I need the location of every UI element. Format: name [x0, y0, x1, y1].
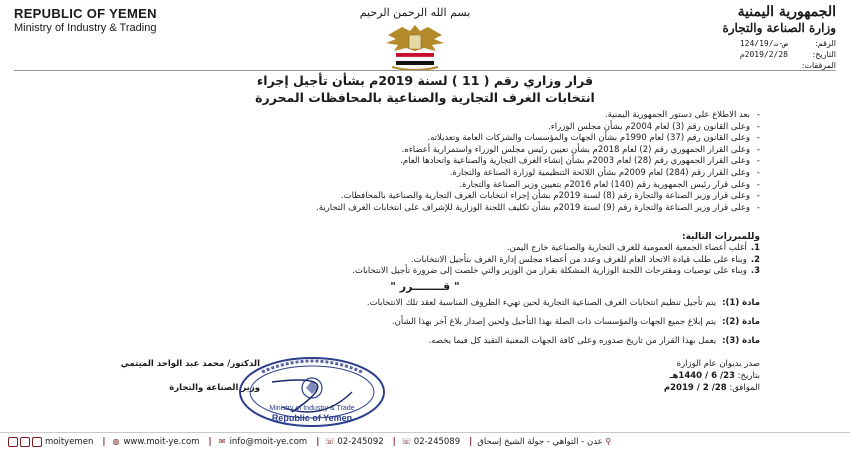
meta-row-date — [636, 49, 836, 60]
list-item — [110, 243, 760, 255]
hijri-label: بتاريخ: — [737, 371, 760, 381]
list-item: -وعلى القرار الجمهوري رقم (28) لعام 2003م بشأن إنشاء الغرف التجارية والصناعية واتحادها العام. — [400, 156, 760, 167]
eagle-emblem-icon — [382, 21, 448, 71]
phone-2-text: 02-245089 — [413, 436, 461, 447]
preamble-text: بعد الاطلاع على دستور الجمهورية اليمنية. — [604, 110, 750, 120]
list-item: -بعد الاطلاع على دستور الجمهورية اليمنية. — [604, 110, 760, 120]
preamble-text: وعلى القرار رقم (284) لعام 2009م بشأن اللائحة التنظيمية لوزارة الصناعة والتجارة. — [449, 167, 750, 178]
preamble-text: وعلى القرار الجمهوري رقم (2) لعام 2018م بشأن تعيين رئيس مجلس الوزراء واستمرارية أعضاءه. — [401, 144, 750, 155]
signatory-name: الدكتور/ محمد عبد الواحد الميتمي — [120, 359, 260, 369]
phone-1 — [324, 436, 383, 447]
phone-1-text: 02-245092 — [337, 436, 384, 447]
gregorian-date-row — [610, 382, 760, 394]
english-subtitle: Ministry of Industry & Trading — [14, 22, 157, 34]
decree-title — [180, 72, 670, 106]
official-stamp-icon — [232, 352, 392, 432]
location-pin-icon: ⚲ — [605, 437, 612, 446]
article-item — [110, 313, 760, 332]
header-divider — [14, 70, 836, 71]
contact-footer — [0, 432, 850, 450]
email-link[interactable] — [217, 436, 308, 447]
article-item — [110, 332, 760, 351]
article-label: مادة (2): — [722, 317, 760, 327]
email-text[interactable]: info@moit-ye.com — [229, 436, 308, 447]
meta-label: الرقم: — [815, 39, 836, 48]
address — [477, 436, 616, 447]
english-title: REPUBLIC OF YEMEN — [14, 6, 157, 21]
phone-icon: ☏ — [401, 437, 412, 446]
preamble-text: وعلى القانون رقم (3) لعام 2004م بشأن مجلس الوزراء. — [548, 121, 750, 132]
item-text: أغلب أعضاء الجمعية العمومية للغرف التجارية والصناعية خارج اليمن. — [506, 243, 747, 253]
signatory-position: وزير الصناعة والتجارة — [169, 383, 260, 393]
article-text: يتم تأجيل تنظيم انتخابات الغرف الصناعية التجارية لحين تهيء الظروف المناسبة لعقد تلك الانتخابات. — [366, 298, 717, 308]
article-text: يعمل بهذا القرار من تاريخ صدوره وعلى كافة الجهات المعنية التقيد كل فيما يخصه. — [428, 336, 717, 346]
phone-2 — [401, 436, 460, 447]
list-item: -وعلى القانون رقم (37) لعام 1990م بشأن الجهات والمؤسسات والشركات العامة وتعديلاته. — [427, 133, 760, 144]
hijri-date-row — [610, 370, 760, 382]
footer-separator: | — [208, 436, 212, 447]
issuance-block — [610, 358, 760, 394]
decides-heading: " قــــــــرر " — [390, 280, 460, 293]
meta-value: ص-ت/124/19 — [739, 39, 788, 48]
list-item — [110, 255, 760, 267]
articles-list — [110, 294, 760, 351]
meta-value: 2019/2/28م — [739, 50, 788, 59]
list-item: -وعلى القانون رقم (3) لعام 2004م بشأن مجلس الوزراء. — [548, 121, 760, 132]
social-links — [8, 437, 93, 447]
meta-row-number — [636, 38, 836, 49]
website-link[interactable] — [110, 436, 199, 447]
hijri-date: 23/ 6 / 1440هـ — [669, 371, 735, 381]
list-item: -وعلى قرار رئيس الجمهورية رقم (140) لعام 2016م بتعيين وزير الصناعة والتجارة. — [459, 179, 760, 190]
preamble-text: وعلى القرار الجمهوري رقم (28) لعام 2003م بشأن إنشاء الغرف التجارية والصناعية واتحادها العام. — [400, 156, 750, 167]
header-arabic — [636, 4, 836, 71]
justifications-list — [110, 243, 760, 278]
header-english — [14, 6, 244, 34]
twitter-icon[interactable] — [20, 437, 30, 447]
instagram-icon[interactable] — [32, 437, 42, 447]
gregorian-date: 28/ 2 / 2019م — [663, 383, 727, 393]
list-item: -وعلى قرار وزير الصناعة والتجارة رقم (9) لسنة 2019م بشأن تكليف اللجنة الوزارية للإشراف على انتخابات الغرف التجارية. — [316, 202, 760, 213]
social-handle[interactable]: moityemen — [45, 436, 94, 447]
preamble-text: وعلى قرار رئيس الجمهورية رقم (140) لعام 2016م بتعيين وزير الصناعة والتجارة. — [459, 179, 750, 190]
website-text[interactable]: www.moit-ye.com — [123, 436, 200, 447]
item-text: وبناء على طلب قيادة الاتحاد العام للغرف وعدد من أعضاء مجلس إدارة الغرف بتأجيل الانتخابات. — [410, 254, 747, 265]
issued-line: صدر بديوان عام الوزارة — [676, 359, 760, 369]
item-number: 3. — [750, 266, 760, 277]
meta-label: التاريخ: — [812, 50, 836, 59]
address-text: عدن - التواهي - جولة الشيخ إسحاق — [477, 436, 603, 447]
item-number: 1. — [750, 243, 760, 253]
decree-title-line1: قرار وزاري رقم ( 11 ) لسنة 2019م بشأن تأجيل إجراء — [256, 73, 594, 88]
list-item — [110, 266, 760, 278]
stamp-line-1: Ministry of Industry & Trade — [269, 405, 355, 412]
facebook-icon[interactable] — [8, 437, 18, 447]
arabic-ministry: وزارة الصناعة والتجارة — [722, 21, 836, 35]
list-item: -وعلى القرار رقم (284) لعام 2009م بشأن اللائحة التنظيمية لوزارة الصناعة والتجارة. — [449, 167, 760, 178]
preamble-text: وعلى القانون رقم (37) لعام 1990م بشأن الجهات والمؤسسات والشركات العامة وتعديلاته. — [427, 133, 750, 144]
item-text: وبناء على توصيات ومقترحات اللجنة الوزارية المشكلة بقرار من الوزير والتي خلصت إلى ضرورة تأجيل الانتخابات. — [352, 266, 747, 277]
phone-icon: ☏ — [324, 437, 335, 446]
footer-separator: | — [392, 436, 396, 447]
social-icons — [8, 437, 42, 447]
footer-separator: | — [102, 436, 106, 447]
decree-title-line2: انتخابات الغرف التجارية والصناعية بالمحافظات المحررة — [255, 90, 595, 105]
list-item: -وعلى القرار الجمهوري رقم (2) لعام 2018م بشأن تعيين رئيس مجلس الوزراء واستمرارية أعضاءه. — [401, 144, 760, 155]
list-item: -وعلى قرار وزير الصناعة والتجارة رقم (8) لسنة 2019م بشأن إجراء انتخابات الغرف التجارية والصناعية بالمحافظات. — [340, 191, 760, 202]
article-text: يتم إبلاغ جميع الجهات والمؤسسات ذات الصلة بهذا التأجيل ولحين إصدار بلاغ آخر بهذا الشأن. — [391, 317, 717, 327]
reference-meta — [636, 38, 836, 71]
globe-icon: ◍ — [112, 437, 120, 446]
preamble-list — [110, 110, 760, 214]
article-label: مادة (1): — [722, 298, 760, 308]
basmala: بسم الله الرحمن الرحيم — [359, 6, 471, 19]
article-label: مادة (3): — [722, 336, 760, 346]
preamble-text: وعلى قرار وزير الصناعة والتجارة رقم (9) لسنة 2019م بشأن تكليف اللجنة الوزارية للإشراف على انتخابات الغرف التجارية. — [316, 202, 750, 213]
item-number: 2. — [750, 254, 760, 265]
footer-separator: | — [469, 436, 473, 447]
arabic-republic: الجمهورية اليمنية — [737, 4, 836, 20]
preamble-text: وعلى قرار وزير الصناعة والتجارة رقم (8) لسنة 2019م بشأن إجراء انتخابات الغرف التجارية والصناعية بالمحافظات. — [340, 191, 750, 202]
meta-label: المرفقات: — [801, 61, 836, 70]
justifications-heading: وللمبررات التالية: — [681, 232, 760, 242]
header-emblem — [340, 6, 490, 75]
stamp-line-2: Republic of Yemen — [271, 413, 353, 423]
gregorian-label: الموافق: — [729, 383, 760, 393]
envelope-icon: ✉ — [218, 437, 226, 446]
footer-separator: | — [316, 436, 320, 447]
article-item — [110, 294, 760, 313]
